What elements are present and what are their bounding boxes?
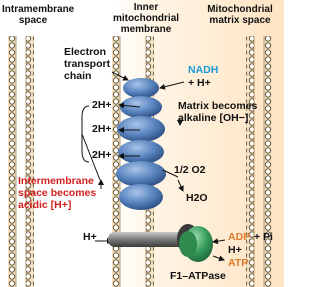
atp-label: ATP xyxy=(228,257,249,269)
intermembrane-acidic-label: Intermembrane space becomes acidic [H+] xyxy=(18,175,97,211)
membrane-right xyxy=(246,36,272,287)
proton-label-1: 2H+ xyxy=(92,99,112,111)
nadh-proton-label: + H+ xyxy=(188,77,211,89)
adp-label: ADP xyxy=(228,231,251,243)
electron-transport-chain-label: Electron transport chain xyxy=(64,46,111,82)
header-inner-mitochondrial-membrane: Inner mitochondrial membrane xyxy=(112,2,180,36)
oxygen-label: 1/2 O2 xyxy=(174,164,206,176)
header-intramembrane-space: Intramembrane space xyxy=(2,4,75,27)
water-label: H2O xyxy=(186,192,208,204)
phosphate-label: + Pi xyxy=(254,231,273,243)
atp-synthase-proton-out-label: H+ xyxy=(228,244,242,256)
proton-label-3: 2H+ xyxy=(92,149,112,161)
atp-synthase-proton-in-label: H+ xyxy=(83,231,97,243)
header-mitochondrial-matrix-space: Mitochondrial matrix space xyxy=(207,4,273,27)
nadh-label: NADH xyxy=(188,64,219,76)
outer-membrane-left xyxy=(8,36,34,287)
electron-transport-chain xyxy=(116,78,166,210)
matrix-alkaline-label: Matrix becomes alkaline [OH−] xyxy=(178,100,258,124)
proton-label-2: 2H+ xyxy=(92,123,112,135)
f1-atpase-label: F1–ATPase xyxy=(170,270,226,282)
